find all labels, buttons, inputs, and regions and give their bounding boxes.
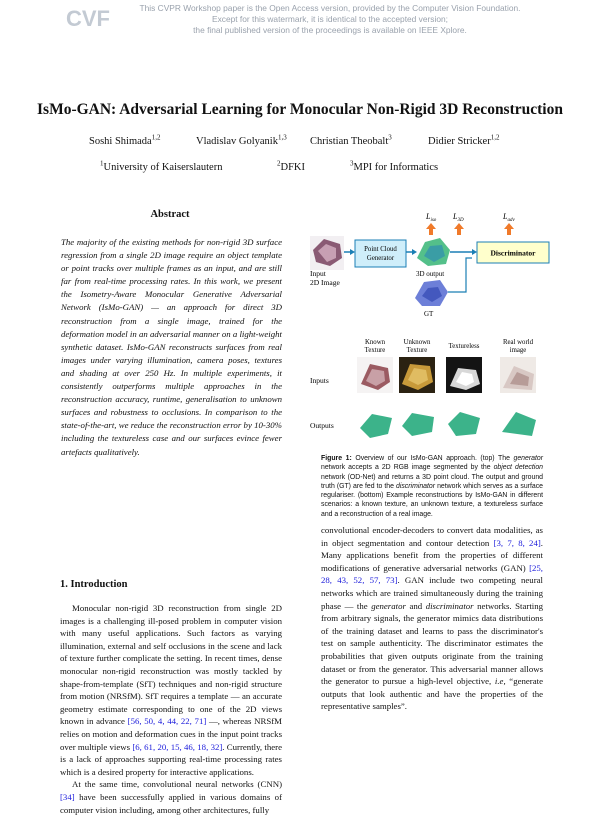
affiliation-1: [100, 159, 223, 173]
output-surface-unknown-texture: [402, 413, 434, 436]
point-cloud-gt: [415, 280, 448, 306]
author-sup: 3: [388, 133, 392, 142]
author-name: Didier Stricker: [428, 136, 491, 147]
column-label-textureless: Textureless: [448, 343, 480, 350]
row-label-outputs: Outputs: [310, 421, 334, 430]
author-4: [428, 133, 500, 147]
abstract-text: The majority of the existing methods for non-rigid 3D surface regression from a single 2D image require an object template or point tracks over multiple frames as an input, and are still far from real-time processing rates. In this work, we present the Isometry-Aware Monocular Generative Adversarial Network (IsMo-GAN) — an approach for direct 3D reconstruction from a single image, trained for the deformation model in an adversarial manner on a light-weight synthetic dataset. IsMo-GAN reconstructs surfaces from real images under varying illumination, camera poses, textures and shading at over 250 Hz. In multiple experiments, it consistently outperforms multiple approaches in the reconstruction accuracy, runtime, generalisation to unknown surfaces and robustness to occlusions. In comparison to the state-of-the-art, we reduce the reconstruction error by 10-30% including the textureless case and our surfaces evince fewer artefacts qualitatively.: [61, 237, 282, 457]
column-label-real-world-2: image: [509, 347, 527, 354]
cvf-logo-text: CVF: [66, 6, 110, 31]
column-label-unknown-texture-2: Texture: [406, 347, 428, 354]
affiliation-name: University of Kaiserslautern: [103, 162, 223, 173]
abstract-heading: Abstract: [150, 209, 190, 220]
intro-paragraph-1: Monocular non-rigid 3D reconstruction from single 2D images is a challenging ill-posed problem in computer vision with many useful applications. Such factors as varying illumination, external and self occlusions in the scene and lack of texture further complicate the setting. In recent times, dense monocular non-rigid reconstruction was mostly tackled by shape-from-template (SfT) techniques and non-rigid structure from motion (NRSfM). SfT requires a template — an accurate geometry estimate corresponding to one of the 2D views known in advance [56, 50, 4, 44, 22, 71] —, whereas NRSfM relies on motion and deformation cues in the input point tracks over multiple views [6, 61, 20, 15, 46, 18, 32]. Currently, there is a lack of approaches supporting real-time processing rates which is a desired property for interactive applications.: [60, 603, 282, 777]
affiliation-sup: 1: [100, 159, 104, 168]
point-cloud-generator-box: [355, 240, 406, 267]
cvf-logo: [66, 4, 120, 32]
introduction-body: [60, 602, 282, 816]
loss-3d-label: $L_{3D}$: [453, 212, 464, 223]
input-thumbnail-known-texture: [357, 357, 393, 393]
citation-link[interactable]: [56, 50, 4, 44, 22, 71]: [127, 716, 207, 727]
row-label-inputs: Inputs: [310, 376, 329, 385]
author-sup: 1,2: [151, 133, 161, 142]
input-thumbnail-textureless: [446, 357, 482, 393]
affiliation-2: [277, 159, 306, 173]
loss-arrow: [426, 223, 436, 235]
author-3: [310, 133, 392, 147]
figure-1-caption: Figure 1: Overview of our IsMo-GAN approach. (top) The generator network accepts a 2D RGB image segmented by the object detection network (OD-Net) and returns a 3D point cloud. The output and ground truth (GT) are fed to the discriminator network which serves as a surface regulariser. (bottom) Example reconstructions by IsMo-GAN in different scenarios: a known texture, an unknown texture, a textureless surface and a reconstruction of a real image.: [321, 455, 543, 518]
column-label-unknown-texture-1: Unknown: [403, 339, 431, 346]
discriminator-label: Discriminator: [490, 248, 536, 258]
input-label-line1: Input: [310, 269, 326, 278]
author-2: [196, 133, 287, 147]
input-image-thumbnail: [310, 236, 344, 270]
arrow: [448, 258, 472, 292]
output-surface-known-texture: [360, 414, 392, 438]
author-name: Christian Theobalt: [310, 136, 389, 147]
point-cloud-output: [417, 238, 450, 266]
column-label-known-texture-2: Texture: [364, 347, 386, 354]
affiliation-sup: 3: [350, 159, 354, 168]
output-surface-textureless: [448, 412, 480, 436]
intro-paragraph-2: At the same time, convolutional neural networks (CNN) [34] have been successfully applied in various domains of computer vision including, among other architectures, fully: [60, 779, 282, 815]
output-3d-label: 3D output: [416, 270, 445, 278]
affiliation-name: DFKI: [280, 162, 306, 173]
citation-link[interactable]: [34]: [60, 791, 75, 802]
arrow-head: [472, 249, 477, 255]
input-label-line2: 2D Image: [310, 278, 340, 287]
loss-iso-label: $L_{iso}$: [426, 212, 437, 223]
author-sup: 1,2: [490, 133, 500, 142]
figure-1: [300, 206, 560, 450]
watermark-line-3: the final published version of the proceedings is available on IEEE Xplore.: [193, 25, 467, 35]
section-heading-introduction: 1. Introduction: [60, 579, 128, 590]
input-thumbnail-real-world: [500, 357, 536, 393]
right-paragraph: convolutional encoder-decoders to convert data modalities, as in object segmentation and contour detection [3, 7, 8, 24]. Many applications benefit from the properties of different modifications of generative adversarial networks (GAN) [25, 28, 43, 52, 57, 73]. GAN include two competing neural networks which are trained simultaneously during the training phase — the generator and discriminator networks. Starting from arbitrary signals, the generator mimics data distributions of the training dataset and learns to pass the discriminator's test on sample authenticity. The discriminator estimates the probabilities that given outputs originate from the training dataset or from the generator. This adversarial manner allows the generator to pursue a high-level objective, i.e, “generate outputs that look authentic and have the properties of the representative samples”.: [321, 525, 543, 712]
generator-label-line2: Generator: [366, 255, 395, 262]
gt-label: GT: [424, 310, 434, 318]
author-sup: 1,3: [277, 133, 287, 142]
input-thumbnail-unknown-texture: [399, 357, 435, 393]
citation-link[interactable]: [25, 28, 43, 52, 57, 73]: [321, 562, 543, 586]
citation-link[interactable]: [3, 7, 8, 24]: [493, 537, 541, 548]
watermark: [130, 3, 530, 36]
column-label-known-texture-1: Known: [364, 339, 386, 346]
citation-link[interactable]: [6, 61, 20, 15, 46, 18, 32]: [132, 741, 223, 752]
affiliation-sup: 2: [277, 159, 281, 168]
paper-title: IsMo-GAN: Adversarial Learning for Monocular Non-Rigid 3D Reconstruction: [37, 101, 563, 118]
loss-adv-label: $L_{adv}$: [503, 212, 515, 223]
arrow-head: [412, 249, 417, 255]
output-surface-real-world: [502, 412, 536, 436]
column-label-real-world-1: Real world: [502, 339, 534, 346]
author-1: [89, 133, 161, 147]
generator-label-line1: Point Cloud: [364, 246, 397, 253]
watermark-line-1: This CVPR Workshop paper is the Open Access version, provided by the Computer Vision Foundation.: [139, 3, 521, 13]
affiliation-name: MPI for Informatics: [353, 162, 439, 173]
arrow-head: [350, 249, 355, 255]
author-name: Vladislav Golyanik: [196, 136, 278, 147]
right-column-body: [321, 524, 543, 713]
author-name: Soshi Shimada: [89, 136, 152, 147]
loss-arrow: [454, 223, 464, 235]
watermark-line-2: Except for this watermark, it is identical to the accepted version;: [211, 14, 448, 24]
affiliation-3: [350, 159, 439, 173]
loss-arrow: [504, 223, 514, 235]
